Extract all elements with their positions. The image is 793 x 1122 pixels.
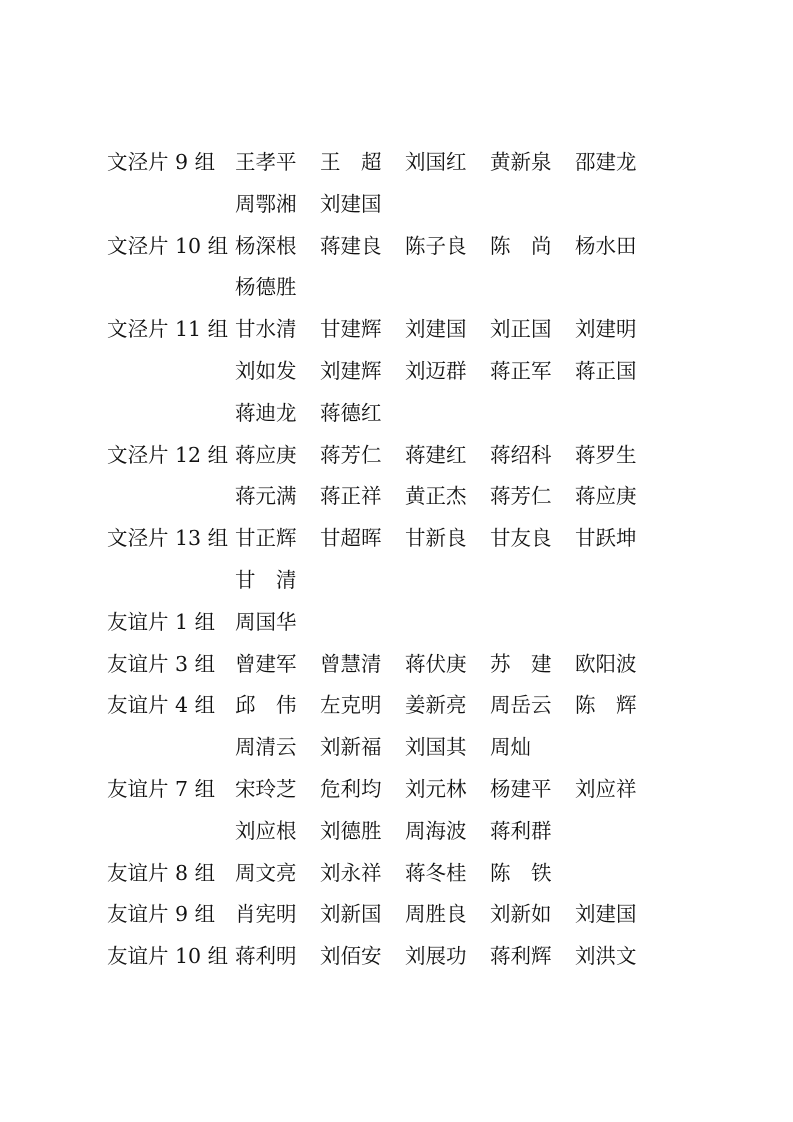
member-name: 刘新如 [490, 902, 552, 927]
member-name: 刘新福 [320, 735, 382, 760]
member-name: 蒋正军 [490, 358, 552, 383]
group-label: 文泾片 13 组 [107, 526, 229, 551]
member-name: 刘应根 [235, 818, 297, 843]
member-name: 蒋伏庚 [405, 651, 467, 676]
member-name: 周岳云 [490, 693, 552, 718]
group-row [107, 560, 667, 602]
member-name: 甘超晖 [320, 526, 382, 551]
group-row [107, 435, 667, 477]
member-name: 刘德胜 [320, 818, 382, 843]
group-row [107, 518, 667, 560]
member-name: 蒋芳仁 [490, 484, 552, 509]
member-name: 蒋利群 [490, 818, 552, 843]
member-name: 刘建明 [575, 317, 637, 342]
member-name: 甘正辉 [235, 526, 297, 551]
member-name: 蒋应庚 [575, 484, 637, 509]
member-name: 陈 辉 [575, 693, 637, 718]
member-name: 杨深根 [235, 233, 297, 258]
member-name: 甘 清 [235, 567, 297, 592]
member-name: 甘水清 [235, 317, 297, 342]
group-row [107, 685, 667, 727]
member-name: 曾建军 [235, 651, 297, 676]
member-name: 刘国红 [405, 150, 467, 174]
group-row [107, 936, 667, 978]
member-name: 甘跃坤 [575, 526, 637, 551]
member-name: 蒋迪龙 [235, 400, 297, 425]
member-name: 姜新亮 [405, 693, 467, 718]
member-name: 周胜良 [405, 902, 467, 927]
member-name: 周清云 [235, 735, 297, 760]
member-name: 蒋应庚 [235, 442, 297, 467]
group-row [107, 769, 667, 811]
member-name: 苏 建 [490, 651, 552, 676]
group-row [107, 602, 667, 644]
member-name: 王 超 [320, 150, 382, 174]
member-name: 甘友良 [490, 526, 552, 551]
group-row [107, 184, 667, 226]
group-row [107, 727, 667, 769]
member-name: 蒋冬桂 [405, 860, 467, 885]
group-label: 文泾片 10 组 [107, 233, 229, 258]
member-name: 蒋利明 [235, 944, 297, 969]
member-name: 邵建龙 [575, 150, 637, 174]
member-name: 刘建国 [320, 191, 382, 216]
member-name: 欧阳波 [575, 651, 637, 676]
member-name: 蒋德红 [320, 400, 382, 425]
group-row [107, 267, 667, 309]
group-row [107, 644, 667, 686]
group-row [107, 309, 667, 351]
group-label: 友谊片 4 组 [107, 693, 216, 718]
member-name: 蒋建红 [405, 442, 467, 467]
member-name: 黄新泉 [490, 150, 552, 174]
member-name: 周文亮 [235, 860, 297, 885]
member-name: 邱 伟 [235, 693, 297, 718]
member-name: 蒋正国 [575, 358, 637, 383]
member-name: 刘建国 [575, 902, 637, 927]
member-name: 刘洪文 [575, 944, 637, 969]
group-label: 友谊片 7 组 [107, 776, 216, 801]
group-label: 友谊片 8 组 [107, 860, 216, 885]
group-row [107, 476, 667, 518]
member-name: 周海波 [405, 818, 467, 843]
member-name: 刘新国 [320, 902, 382, 927]
member-name: 肖宪明 [235, 902, 297, 927]
group-label: 文泾片 11 组 [107, 317, 229, 342]
group-row [107, 226, 667, 268]
member-name: 甘建辉 [320, 317, 382, 342]
member-name: 刘展功 [405, 944, 467, 969]
group-row [107, 142, 667, 184]
member-name: 甘新良 [405, 526, 467, 551]
member-name: 蒋正祥 [320, 484, 382, 509]
group-label: 文泾片 9 组 [107, 150, 216, 174]
member-name: 左克明 [320, 693, 382, 718]
member-name: 危利均 [320, 776, 382, 801]
group-label: 友谊片 3 组 [107, 651, 216, 676]
member-name: 黄正杰 [405, 484, 467, 509]
member-name: 陈 铁 [490, 860, 552, 885]
member-name: 周鄂湘 [235, 191, 297, 216]
member-name: 刘迈群 [405, 358, 467, 383]
group-row [107, 894, 667, 936]
member-name: 王孝平 [235, 150, 297, 174]
member-name: 刘正国 [490, 317, 552, 342]
group-row [107, 351, 667, 393]
group-label: 友谊片 9 组 [107, 902, 216, 927]
member-name: 蒋绍科 [490, 442, 552, 467]
member-name: 曾慧清 [320, 651, 382, 676]
member-name: 蒋利辉 [490, 944, 552, 969]
member-name: 陈子良 [405, 233, 467, 258]
member-name: 刘应祥 [575, 776, 637, 801]
group-label: 友谊片 1 组 [107, 609, 216, 634]
member-name: 周灿 [490, 735, 531, 760]
member-name: 蒋元满 [235, 484, 297, 509]
member-name: 蒋罗生 [575, 442, 637, 467]
member-name: 杨德胜 [235, 275, 297, 300]
group-label: 文泾片 12 组 [107, 442, 229, 467]
member-name: 周国华 [235, 609, 297, 634]
member-list [107, 142, 667, 978]
member-name: 刘建辉 [320, 358, 382, 383]
member-name: 宋玲芝 [235, 776, 297, 801]
member-name: 蒋芳仁 [320, 442, 382, 467]
member-name: 刘国其 [405, 735, 467, 760]
member-name: 刘元林 [405, 776, 467, 801]
member-name: 陈 尚 [490, 233, 552, 258]
member-name: 杨水田 [575, 233, 637, 258]
member-name: 蒋建良 [320, 233, 382, 258]
group-row [107, 393, 667, 435]
member-name: 刘佰安 [320, 944, 382, 969]
group-label: 友谊片 10 组 [107, 944, 229, 969]
member-name: 刘如发 [235, 358, 297, 383]
member-name: 刘建国 [405, 317, 467, 342]
group-row [107, 853, 667, 895]
member-name: 杨建平 [490, 776, 552, 801]
group-row [107, 811, 667, 853]
member-name: 刘永祥 [320, 860, 382, 885]
